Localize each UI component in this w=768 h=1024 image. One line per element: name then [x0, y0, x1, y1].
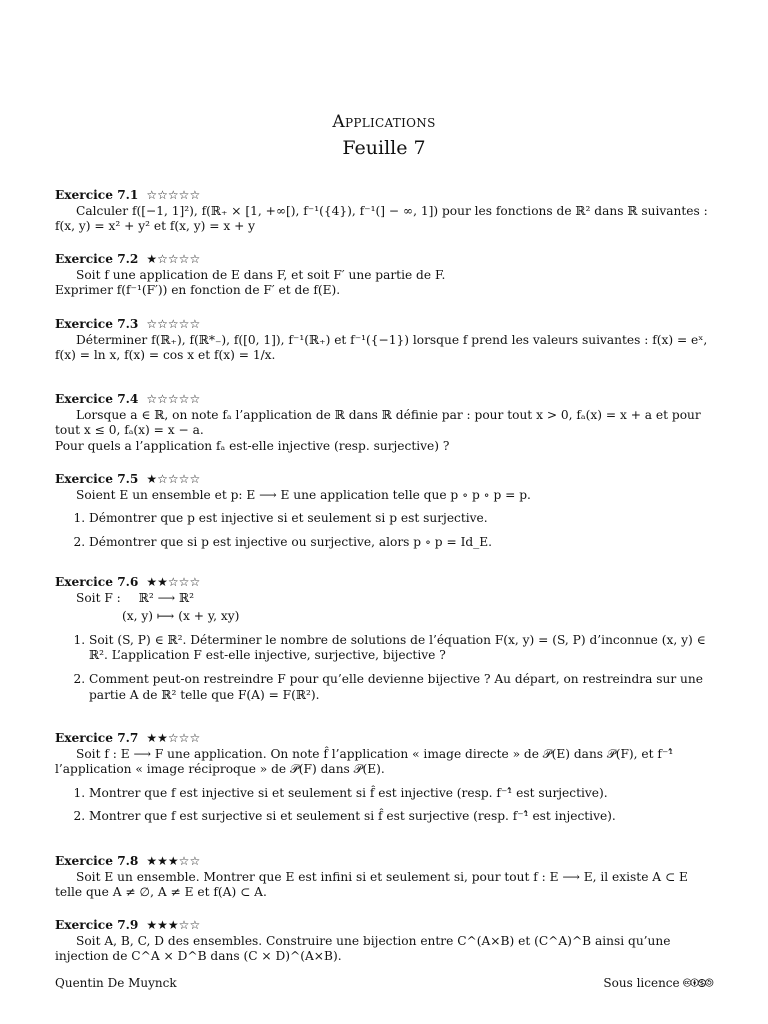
difficulty-stars-icon: ★☆☆☆☆	[146, 472, 201, 487]
exercise-text: Soit f une application de E dans F, et soit F′ une partie de F.	[76, 267, 446, 282]
licence-notice	[603, 976, 713, 991]
difficulty-stars-icon: ★★☆☆☆	[146, 731, 201, 746]
function-rule: (x, y) ⟼ (x + y, xy)	[122, 609, 240, 624]
exercise-7-8	[55, 854, 713, 901]
question-item: 2. Montrer que f est surjective si et seulement si f̂ est surjective (resp. f⁻¹̂ est injective).	[89, 809, 713, 825]
exercise-7-6	[55, 575, 713, 703]
exercise-7-9	[55, 918, 713, 965]
question-item: 1. Démontrer que p est injective si et seulement si p est surjective.	[89, 511, 713, 527]
difficulty-stars-icon: ☆☆☆☆☆	[146, 188, 201, 203]
exercise-7-1	[55, 188, 713, 235]
exercise-text: Soient E un ensemble et p: E ⟶ E une application telle que p ∘ p ∘ p = p.	[76, 487, 531, 502]
document-title-block	[55, 110, 713, 162]
exercise-text: Pour quels a l’application fₐ est-elle injective (resp. surjective) ?	[55, 438, 450, 453]
exercise-header	[55, 854, 713, 870]
exercise-text: Soit E un ensemble. Montrer que E est infini si et seulement si, pour tout f : E ⟶ E, il existe A ⊂ E telle que A ≠ ∅, A ≠ E et f(A) ⊂ A.	[55, 869, 688, 900]
exercise-number: Exercice 7.5	[55, 472, 139, 486]
function-domain: ℝ² ⟶ ℝ²	[138, 590, 195, 605]
question-list	[55, 633, 713, 703]
question-list	[55, 511, 713, 550]
exercise-header	[55, 575, 713, 591]
question-list	[55, 786, 713, 825]
exercise-number: Exercice 7.8	[55, 854, 139, 868]
exercise-text: Calculer f([−1, 1]²), f(ℝ₊ × [1, +∞[), f⁻¹({4}), f⁻¹(] − ∞, 1]) pour les fonctions de ℝ² dans ℝ suivantes : f(x, y) = x² + y² et f(x, y) = x + y	[55, 203, 708, 234]
author-name: Quentin De Muynck	[55, 976, 177, 990]
question-item: 2. Comment peut-on restreindre F pour qu’elle devienne bijective ? Au départ, on restreindra sur une partie A de ℝ² telle que F(A) = F(ℝ²).	[89, 672, 713, 703]
exercise-text: Soit A, B, C, D des ensembles. Construire une bijection entre C^(A×B) et (C^A)^B ainsi qu’une injection de C^A × D^B dans (C × D)^(A×B).	[55, 933, 671, 964]
exercise-7-3	[55, 317, 713, 364]
exercise-number: Exercice 7.3	[55, 317, 139, 331]
exercise-text: Soit f : E ⟶ F une application. On note f̂ l’application « image directe » de 𝒫(E) dans 𝒫(F), et f⁻¹̂ l’application « image réciproque » de 𝒫(F) dans 𝒫(E).	[55, 746, 674, 777]
exercise-header	[55, 731, 713, 747]
difficulty-stars-icon: ☆☆☆☆☆	[146, 392, 201, 407]
licence-label: Sous licence	[603, 976, 680, 990]
exercise-number: Exercice 7.4	[55, 392, 139, 406]
exercise-header	[55, 392, 713, 408]
difficulty-stars-icon: ★★☆☆☆	[146, 575, 201, 590]
exercise-number: Exercice 7.9	[55, 918, 139, 932]
exercise-7-4	[55, 392, 713, 454]
question-item: 1. Soit (S, P) ∈ ℝ². Déterminer le nombre de solutions de l’équation F(x, y) = (S, P) d’inconnue (x, y) ∈ ℝ². L’application F est-elle injective, surjective, bijective ?	[89, 633, 713, 664]
exercise-header	[55, 188, 713, 204]
exercise-text: Lorsque a ∈ ℝ, on note fₐ l’application de ℝ dans ℝ définie par : pour tout x > 0, fₐ(x) = x + a et pour tout x ≤ 0, fₐ(x) = x − a.	[55, 407, 701, 438]
exercise-number: Exercice 7.7	[55, 731, 139, 745]
exercise-header	[55, 472, 713, 488]
document-title: Applications	[332, 112, 436, 132]
function-definition	[76, 591, 713, 625]
exercise-text: Déterminer f(ℝ₊), f(ℝ*₋), f([0, 1]), f⁻¹(ℝ₊) et f⁻¹({−1}) lorsque f prend les valeurs suivantes : f(x) = eˣ, f(x) = ln x, f(x) = cos x et f(x) = 1/x.	[55, 332, 708, 363]
question-item: 2. Démontrer que si p est injective ou surjective, alors p ∘ p = Id_E.	[89, 535, 713, 551]
question-item: 1. Montrer que f est injective si et seulement si f̂ est injective (resp. f⁻¹̂ est surjective).	[89, 786, 713, 802]
difficulty-stars-icon: ★★★☆☆	[146, 854, 201, 869]
function-label: Soit F :	[76, 590, 121, 605]
exercise-7-7	[55, 731, 713, 825]
difficulty-stars-icon: ☆☆☆☆☆	[146, 317, 201, 332]
document-page	[55, 0, 713, 1024]
exercise-header	[55, 252, 713, 268]
exercise-7-5	[55, 472, 713, 550]
difficulty-stars-icon: ★☆☆☆☆	[146, 252, 201, 267]
difficulty-stars-icon: ★★★☆☆	[146, 918, 201, 933]
exercise-number: Exercice 7.6	[55, 575, 139, 589]
exercise-number: Exercice 7.1	[55, 188, 139, 202]
exercise-header	[55, 317, 713, 333]
document-subtitle: Feuille 7	[342, 137, 426, 159]
exercise-7-2	[55, 252, 713, 299]
creative-commons-icon: 🅭🅯🄏🄎	[683, 976, 713, 990]
exercise-text: Exprimer f(f⁻¹(F′)) en fonction de F′ et de f(E).	[55, 283, 341, 298]
exercise-number: Exercice 7.2	[55, 252, 139, 266]
exercise-header	[55, 918, 713, 934]
page-footer	[55, 976, 713, 991]
